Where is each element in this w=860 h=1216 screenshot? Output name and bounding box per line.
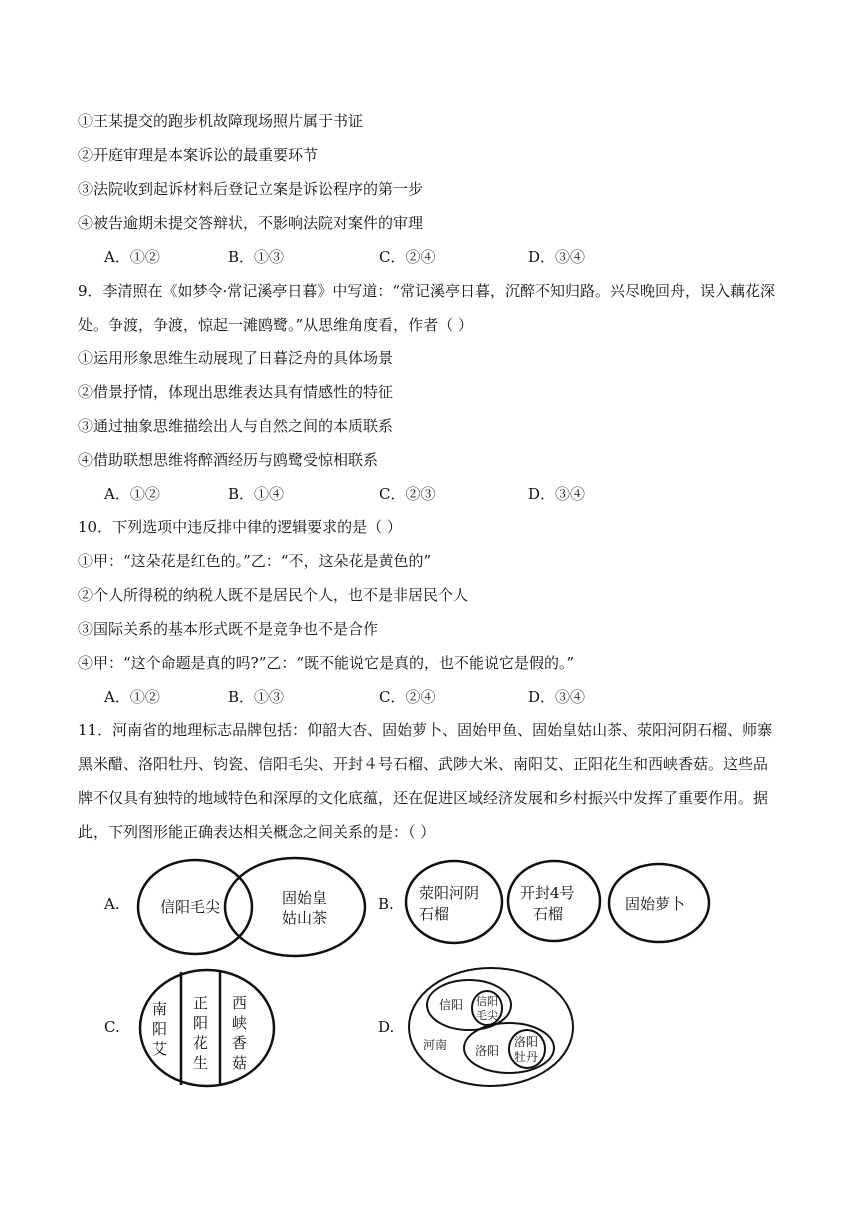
q10-option-b[interactable]: B．①③ — [228, 688, 285, 706]
q10-statement-1: ①甲：“这朵花是红色的。”乙：“不，这朵花是黄色的” — [78, 552, 432, 570]
q10-stem: 10．下列选项中违反排中律的逻辑要求的是（ ） — [78, 518, 402, 536]
q10-statement-3: ③国际关系的基本形式既不是竞争也不是合作 — [78, 620, 379, 638]
q11-stem-line3: 牌不仅具有独特的地域特色和深厚的文化底蕴，还在促进区域经济发展和乡村振兴中发挥了重要作用。据 — [78, 789, 769, 807]
q8-statement-2: ②开庭审理是本案诉讼的最重要环节 — [78, 146, 319, 164]
diagram-c — [136, 968, 278, 1090]
diagram-d-maojian-text-2: 毛尖 — [476, 1009, 498, 1022]
diagram-a-label[interactable]: A. — [104, 895, 120, 913]
q11-stem-line2: 黑米醋、洛阳牡丹、钧瓷、信阳毛尖、开封４号石榴、武陟大米、南阳艾、正阳花生和西峡香菇。这些品 — [78, 755, 769, 773]
q10-option-d[interactable]: D．③④ — [528, 688, 586, 706]
q8-statement-4: ④被告逾期未提交答辩状，不影响法院对案件的审理 — [78, 214, 424, 232]
q9-option-a[interactable]: A．①② — [104, 485, 160, 503]
diagram-c-col2-char-1: 正 — [193, 994, 209, 1012]
q10-option-a[interactable]: A．①② — [104, 688, 160, 706]
q9-stem-line2: 处。争渡，争渡，惊起一滩鸥鹭。”从思维角度看，作者（ ） — [78, 316, 473, 334]
q10-statement-2: ②个人所得税的纳税人既不是居民个人，也不是非居民个人 — [78, 586, 469, 604]
diagram-a-left-text: 信阳毛尖 — [160, 898, 221, 916]
diagram-c-col3-char-2: 峡 — [232, 1014, 248, 1032]
diagram-b — [402, 856, 718, 946]
q9-statement-3: ③通过抽象思维描绘出人与自然之间的本质联系 — [78, 417, 394, 435]
q11-stem-line4: 此，下列图形能正确表达相关概念之间关系的是：（ ） — [78, 823, 436, 841]
diagram-d-mudan-text-2: 牡丹 — [514, 1050, 539, 1064]
diagram-c-col3-char-3: 香 — [232, 1034, 248, 1052]
q9-stem-line1: 9．李清照在《如梦令·常记溪亭日暮》中写道：“常记溪亭日暮，沉醉不知归路。兴尽晚回舟，误入藕花深 — [78, 282, 775, 300]
q8-option-d[interactable]: D．③④ — [528, 248, 586, 266]
q10-statement-4: ④甲：“这个命题是真的吗?”乙：“既不能说它是真的，也不能说它是假的。” — [78, 654, 575, 672]
diagram-c-col2-char-4: 生 — [193, 1054, 209, 1072]
diagram-d-luoyang-text: 洛阳 — [475, 1044, 500, 1058]
diagram-b-c1-text-2: 石榴 — [419, 905, 450, 923]
diagram-d-maojian-text-1: 信阳 — [476, 995, 498, 1008]
q8-option-b[interactable]: B．①③ — [228, 248, 285, 266]
q9-option-c[interactable]: C．②③ — [379, 485, 436, 503]
diagram-c-col1-char-1: 南 — [152, 1000, 168, 1018]
diagram-b-label[interactable]: B. — [378, 895, 394, 913]
q11-stem-line1: 11．河南省的地理标志品牌包括：仰韶大杏、固始萝卜、固始甲鱼、固始皇姑山茶、荥阳河阴石榴、师寨 — [78, 721, 773, 739]
q9-option-d[interactable]: D．③④ — [528, 485, 586, 503]
diagram-b-c3-text: 固始萝卜 — [625, 895, 686, 913]
q8-option-a[interactable]: A．①② — [104, 248, 160, 266]
q9-statement-1: ①运用形象思维生动展现了日暮泛舟的具体场景 — [78, 349, 394, 367]
diagram-c-col2-char-2: 阳 — [193, 1014, 209, 1032]
diagram-c-col2-char-3: 花 — [193, 1034, 209, 1052]
diagram-c-col3-char-1: 西 — [232, 994, 248, 1012]
diagram-c-col1-char-2: 阳 — [152, 1020, 168, 1038]
q9-statement-2: ②借景抒情，体现出思维表达具有情感性的特征 — [78, 383, 394, 401]
diagram-a-right-text-1: 固始皇 — [282, 889, 328, 907]
diagram-d-mudan-text-1: 洛阳 — [514, 1035, 539, 1049]
diagram-b-c2-text-1: 开封4号 — [520, 884, 575, 902]
q8-option-c[interactable]: C．②④ — [379, 248, 436, 266]
q8-statement-1: ①王某提交的跑步机故障现场照片属于书证 — [78, 112, 364, 130]
q9-option-b[interactable]: B．①④ — [228, 485, 285, 503]
diagram-d — [405, 964, 577, 1090]
q10-option-c[interactable]: C．②④ — [379, 688, 436, 706]
q9-statement-4: ④借助联想思维将醉酒经历与鸥鹭受惊相联系 — [78, 451, 379, 469]
q8-statement-3: ③法院收到起诉材料后登记立案是诉讼程序的第一步 — [78, 180, 424, 198]
diagram-b-c2-text-2: 石榴 — [533, 905, 564, 923]
diagram-a-right-text-2: 姑山茶 — [282, 909, 328, 927]
diagram-b-c1-text-1: 荥阳河阴 — [419, 884, 480, 902]
diagram-a — [135, 856, 370, 962]
diagram-c-col1-char-3: 艾 — [152, 1040, 168, 1058]
diagram-c-col3-char-4: 菇 — [232, 1054, 248, 1072]
diagram-d-label[interactable]: D. — [378, 1018, 395, 1036]
diagram-d-xinyang-text: 信阳 — [439, 998, 464, 1012]
diagram-d-outer-text: 河南 — [423, 1038, 448, 1052]
diagram-c-label[interactable]: C. — [104, 1018, 120, 1036]
